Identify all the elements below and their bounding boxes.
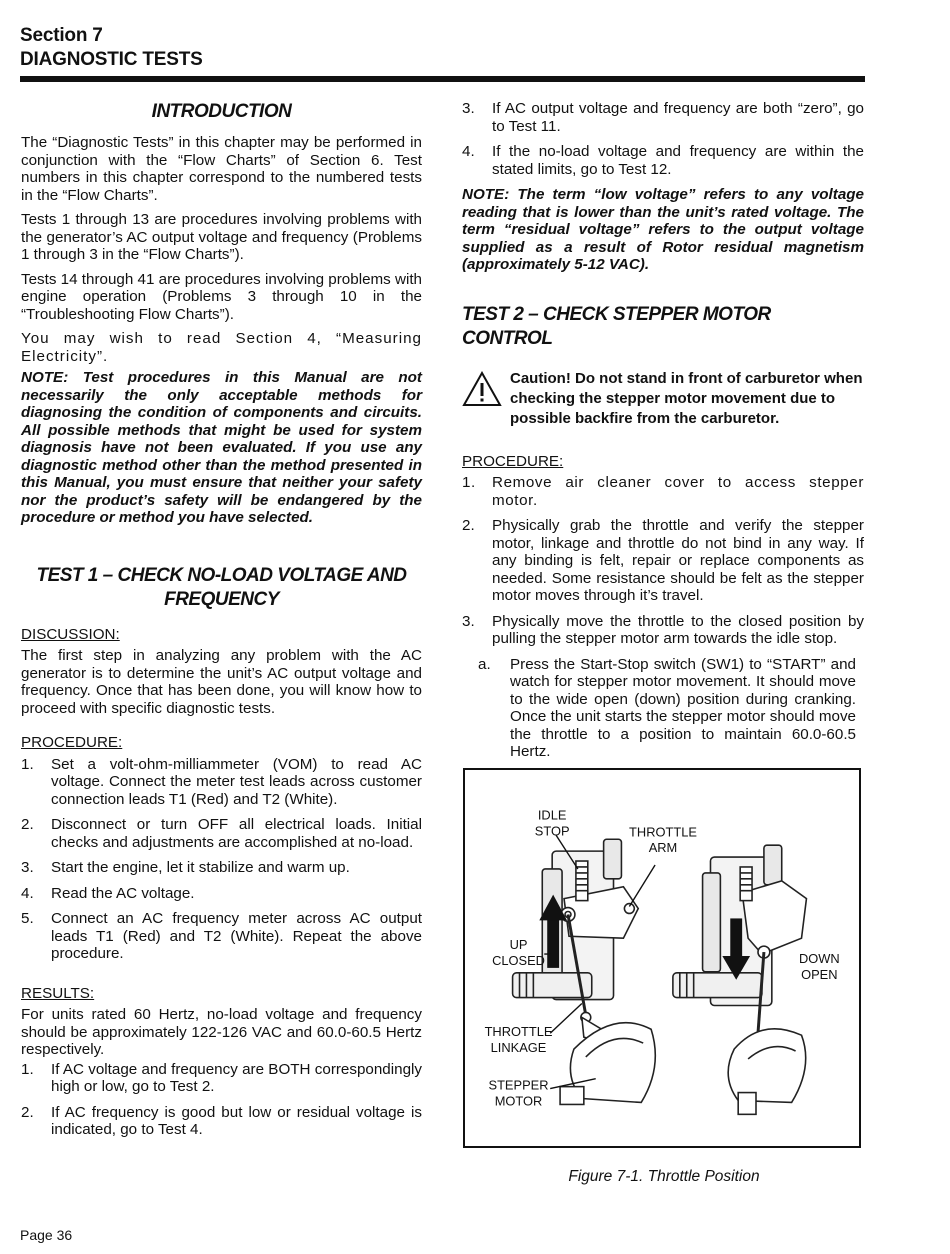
carburetor-open-illustration (673, 845, 807, 1114)
procedure-label: PROCEDURE: (462, 452, 564, 470)
test1-procedure-list (21, 756, 422, 963)
intro-note: NOTE: Test procedures in this Manual are not necessarily the only acceptable methods for diagnosing the condition of components and circuits. All possible methods that might be used for system diagnosis have not been evaluated. If you use any diagnostic method other than the method presented in this Manual, you must ensure that neither your safety nor the product’s safety will be endangered by the procedure or method you have selected. (21, 369, 422, 526)
throttle-diagram (465, 770, 859, 1146)
results-list-continued (462, 100, 864, 178)
results-intro: For units rated 60 Hertz, no-load voltage and frequency should be approximately 122-126 VAC and 60.0-60.5 Hertz respectively. (21, 1006, 422, 1058)
voltage-note: NOTE: The term “low voltage” refers to any voltage reading that is lower than the unit’s rated voltage. The term “residual voltage” refers to the output voltage supplied as a result of Rotor residual magnetism (approximately 5-12 VAC). (462, 186, 864, 273)
throttle-figure (463, 768, 861, 1148)
label-down-open: OPEN (801, 966, 838, 982)
label-stepper-motor: MOTOR (494, 1093, 543, 1109)
left-column (21, 100, 422, 1147)
intro-paragraph: You may wish to read Section 4, “Measuring Electricity”. (21, 330, 422, 365)
test2-procedure-list (462, 474, 864, 648)
carburetor-closed-illustration (513, 839, 656, 1104)
label-stepper-motor: STEPPER (488, 1077, 549, 1093)
intro-paragraph: Tests 14 through 41 are procedures involving problems with engine operation (Problems 3 through 10 in the “Troubleshooting Flow Charts”). (21, 270, 422, 323)
page-number: Page 36 (20, 1227, 73, 1243)
label-up-closed: UP (509, 937, 528, 953)
label-throttle-linkage: LINKAGE (490, 1040, 547, 1055)
warning-icon (462, 371, 502, 407)
label-throttle-arm: ARM (648, 840, 678, 856)
intro-paragraph: The “Diagnostic Tests” in this chapter may be performed in conjunction with the “Flow Charts” of Section 6. Test numbers in this chapter correspond to the numbered tests in the “Flow Charts”. (21, 134, 422, 204)
list-item: 3. If AC output voltage and frequency are both “zero”, go to Test 11. (462, 100, 864, 135)
list-item: 1. If AC voltage and frequency are BOTH correspondingly high or low, go to Test 2. (21, 1060, 422, 1095)
list-item: 3. Start the engine, let it stabilize and warm up. (21, 859, 350, 876)
list-item: 3. Physically move the throttle to the closed position by pulling the stepper motor arm towards the idle stop. (462, 612, 864, 647)
label-up-closed: CLOSED (492, 952, 545, 968)
list-item: 2. Physically grab the throttle and verify the stepper motor, linkage and throttle do not bind in any way. If any binding is felt, repair or replace components as needed. Some resistance should be felt as the stepper motor moves through it’s travel. (462, 517, 864, 604)
discussion-text: The first step in analyzing any problem with the AC generator is to determine the unit’s AC output voltage and frequency. Once that has been done, you will know how to proceed with specific diagnostic tests. (21, 647, 422, 717)
label-throttle-linkage: THROTTLE (484, 1024, 553, 1040)
label-down-open: DOWN (798, 950, 840, 966)
label-throttle-arm: THROTTLE (629, 824, 697, 840)
list-item: 1. Set a volt-ohm-milliammeter (VOM) to read AC voltage. Connect the meter test leads across customer connection leads T1 (Red) and T2 (White). (21, 755, 422, 808)
list-item: 4. If the no-load voltage and frequency are within the stated limits, go to Test 12. (462, 143, 864, 178)
list-item: 4. Read the AC voltage. (21, 884, 195, 902)
list-item: a. Press the Start-Stop switch (SW1) to “START” and watch for stepper motor movement. It should move to the wide open (down) position during cranking. Once the unit starts the stepper motor should move the throttle to a position to maintain 60.0-60.5 Hertz. (478, 655, 856, 760)
procedure-label: PROCEDURE: (21, 734, 123, 751)
section-title: DIAGNOSTIC TESTS (20, 49, 203, 70)
header-rule (20, 76, 865, 82)
intro-paragraph: Tests 1 through 13 are procedures involving problems with the generator’s AC output voltage and frequency (Problems 1 through 3 in the “Flow Charts”). (21, 211, 422, 263)
section-number: Section 7 (20, 25, 103, 46)
list-item: 2. If AC frequency is good but low or residual voltage is indicated, go to Test 4. (21, 1103, 422, 1138)
test2-heading: TEST 2 – CHECK STEPPER MOTOR CONTROL (462, 303, 771, 349)
intro-heading: INTRODUCTION (151, 101, 292, 122)
label-idle-stop: STOP (534, 823, 570, 839)
label-idle-stop: IDLE (537, 807, 567, 823)
results-list (21, 1061, 422, 1139)
right-column (462, 100, 864, 769)
list-item: 5. Connect an AC frequency meter across AC output leads T1 (Red) and T2 (White). Repeat the above procedure. (21, 910, 422, 962)
list-item: 1. Remove air cleaner cover to access stepper motor. (462, 474, 864, 509)
section-header (20, 24, 203, 72)
figure-caption: Figure 7-1. Throttle Position (568, 1168, 760, 1185)
discussion-label: DISCUSSION: (21, 625, 120, 643)
caution-block (462, 369, 864, 429)
results-label: RESULTS: (21, 984, 95, 1002)
substep-list (462, 656, 864, 761)
caution-text: Caution! Do not stand in front of carburetor when checking the stepper motor movement due to possible backfire from the carburetor. (510, 369, 863, 427)
test1-heading: TEST 1 – CHECK NO-LOAD VOLTAGE AND FREQUENCY (36, 564, 407, 610)
list-item: 2. Disconnect or turn OFF all electrical loads. Initial checks and adjustments are accomplished at no-load. (21, 816, 422, 851)
